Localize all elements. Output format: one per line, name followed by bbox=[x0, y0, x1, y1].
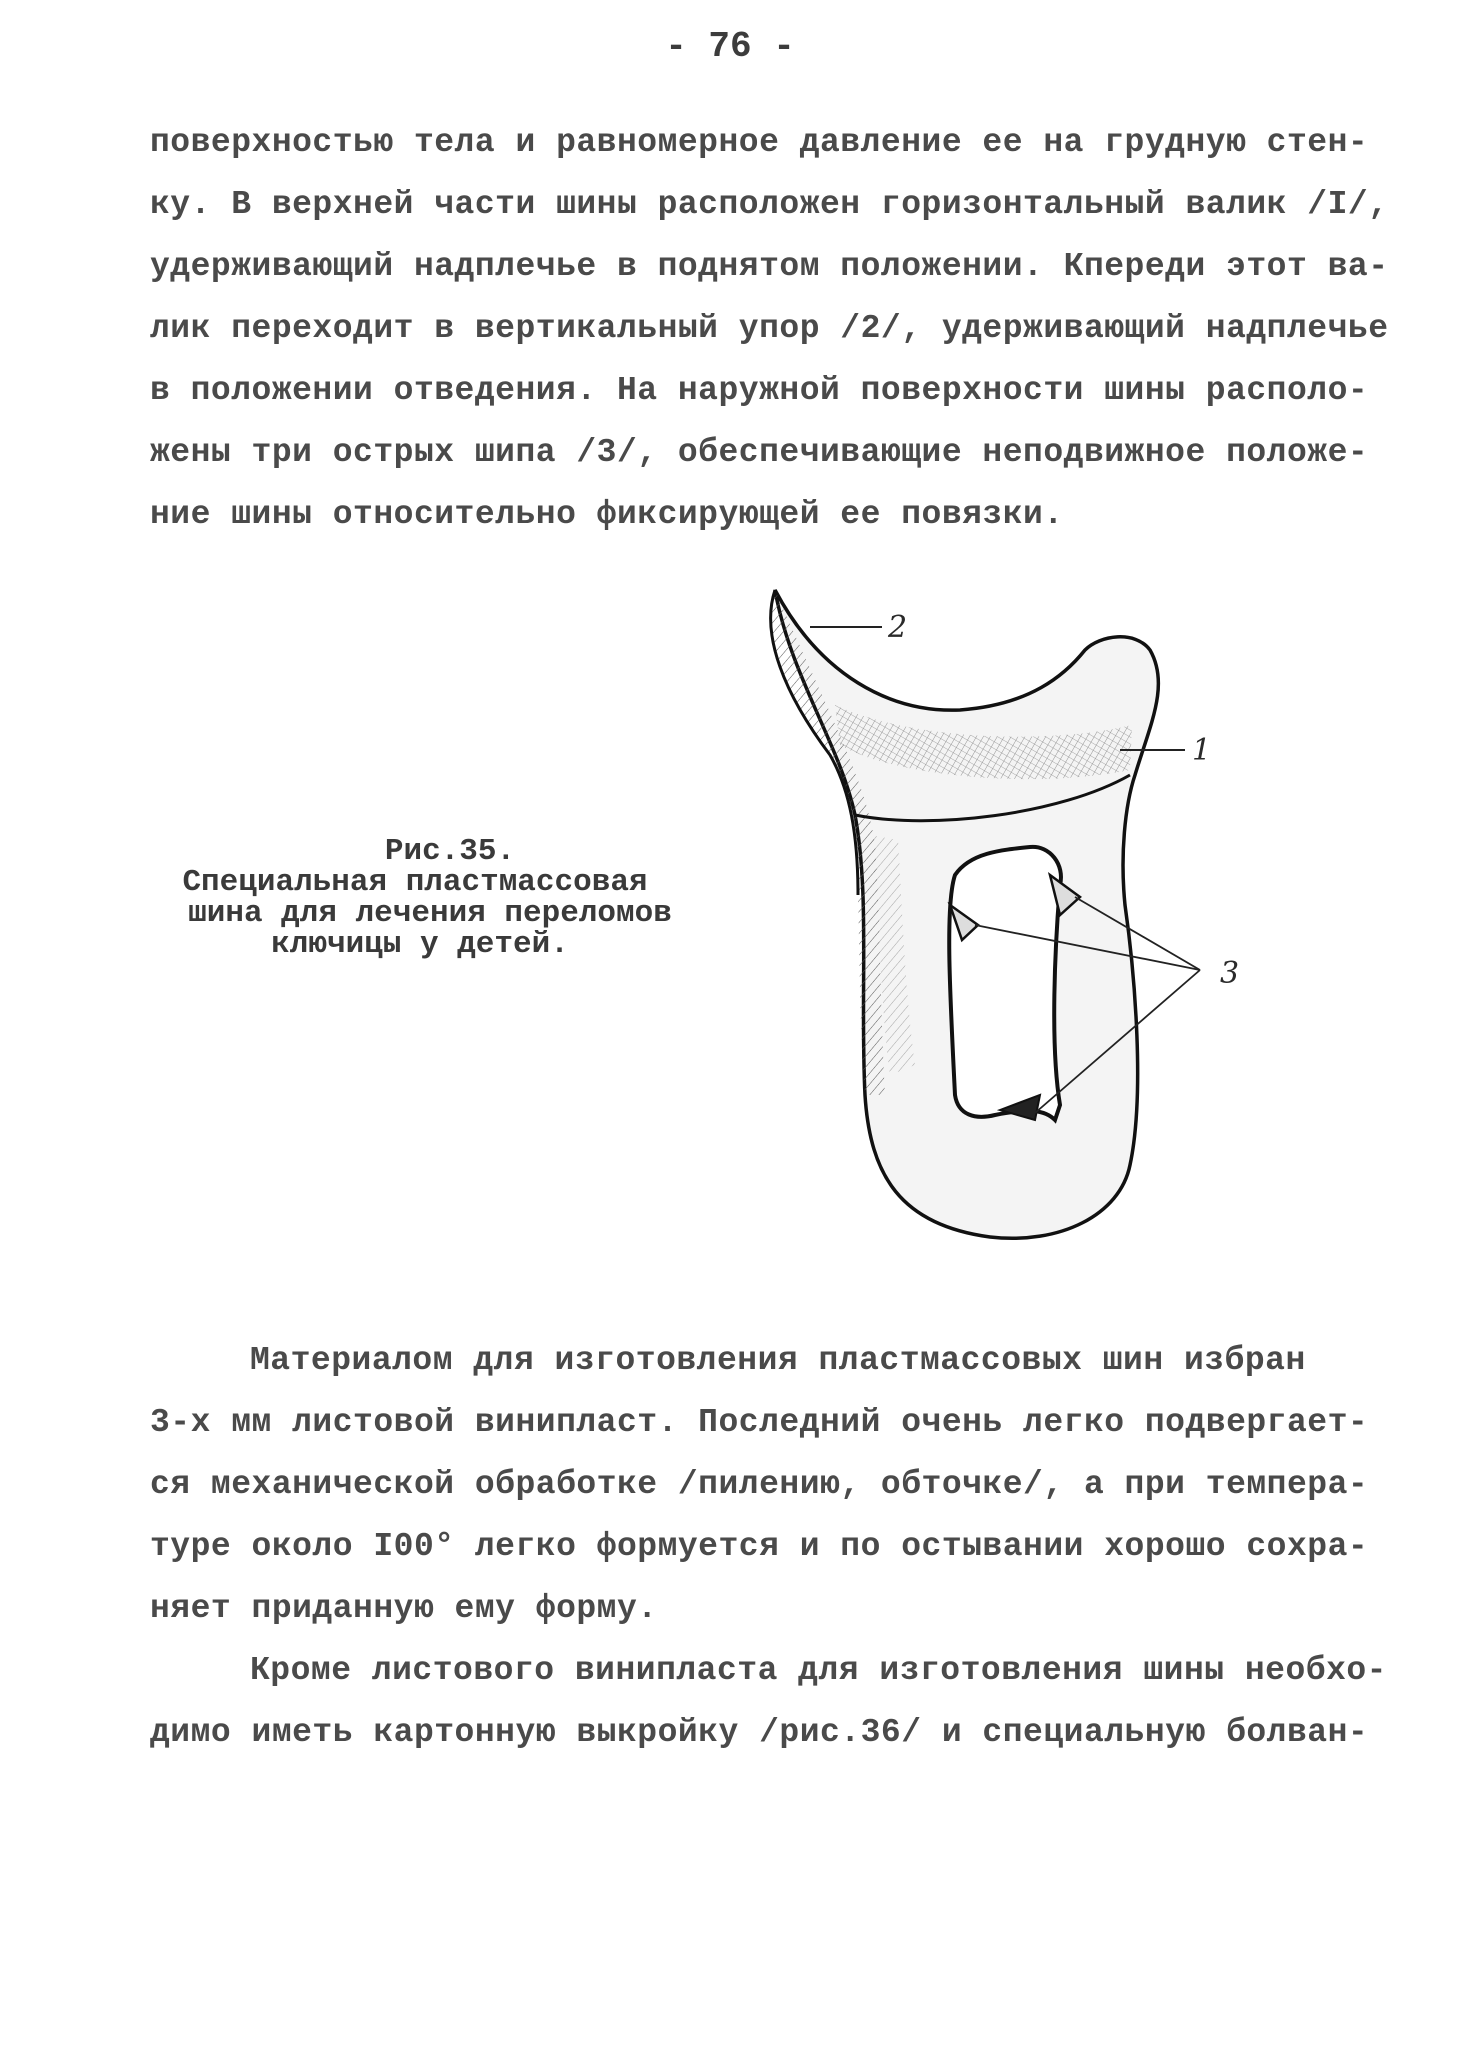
text-line: удерживающий надплечье в поднятом положении. Кпереди этот ва- bbox=[150, 248, 1389, 285]
paragraph-top bbox=[150, 112, 1389, 546]
text-line: димо иметь картонную выкройку /рис.36/ и специальную болван- bbox=[150, 1714, 1369, 1751]
text-line: ку. В верхней части шины расположен горизонтальный валик /I/, bbox=[150, 186, 1389, 223]
text-line: Кроме листового винипласта для изготовления шины необхо- bbox=[250, 1652, 1387, 1689]
text-line: поверхностью тела и равномерное давление ее на грудную стен- bbox=[150, 124, 1369, 161]
text-line: лик переходит в вертикальный упор /2/, удерживающий надплечье bbox=[150, 310, 1389, 347]
caption-line: ключицы у детей. bbox=[271, 927, 569, 962]
text-line: жены три острых шипа /3/, обеспечивающие неподвижное положе- bbox=[150, 434, 1369, 471]
text-line: ся механической обработке /пилению, обточке/, а при темпера- bbox=[150, 1466, 1369, 1503]
caption-line: Специальная пластмассовая bbox=[182, 865, 648, 900]
figure-caption bbox=[150, 836, 680, 960]
caption-line: шина для лечения переломов bbox=[188, 896, 672, 931]
text-line: няет приданную ему форму. bbox=[150, 1590, 658, 1627]
label-2: 2 bbox=[888, 610, 908, 645]
paragraph-last bbox=[150, 1640, 1387, 1764]
label-1: 1 bbox=[1192, 733, 1212, 768]
page-number: - 76 - bbox=[665, 26, 795, 67]
label-3: 3 bbox=[1220, 956, 1240, 991]
text-line: 3-х мм листовой винипласт. Последний очень легко подвергает- bbox=[150, 1404, 1369, 1441]
splint-drawing bbox=[730, 575, 1320, 1255]
text-line: туре около I00° легко формуется и по остывании хорошо сохра- bbox=[150, 1528, 1369, 1565]
caption-title: Рис.35. bbox=[384, 834, 516, 869]
text-line: в положении отведения. На наружной поверхности шины располо- bbox=[150, 372, 1369, 409]
splint-illustration bbox=[730, 575, 1320, 1255]
text-line: Материалом для изготовления пластмассовых шин избран bbox=[250, 1342, 1306, 1379]
paragraph-bottom bbox=[150, 1330, 1369, 1640]
window-opening bbox=[949, 847, 1061, 1120]
text-line: ние шины относительно фиксирующей ее повязки. bbox=[150, 496, 1064, 533]
